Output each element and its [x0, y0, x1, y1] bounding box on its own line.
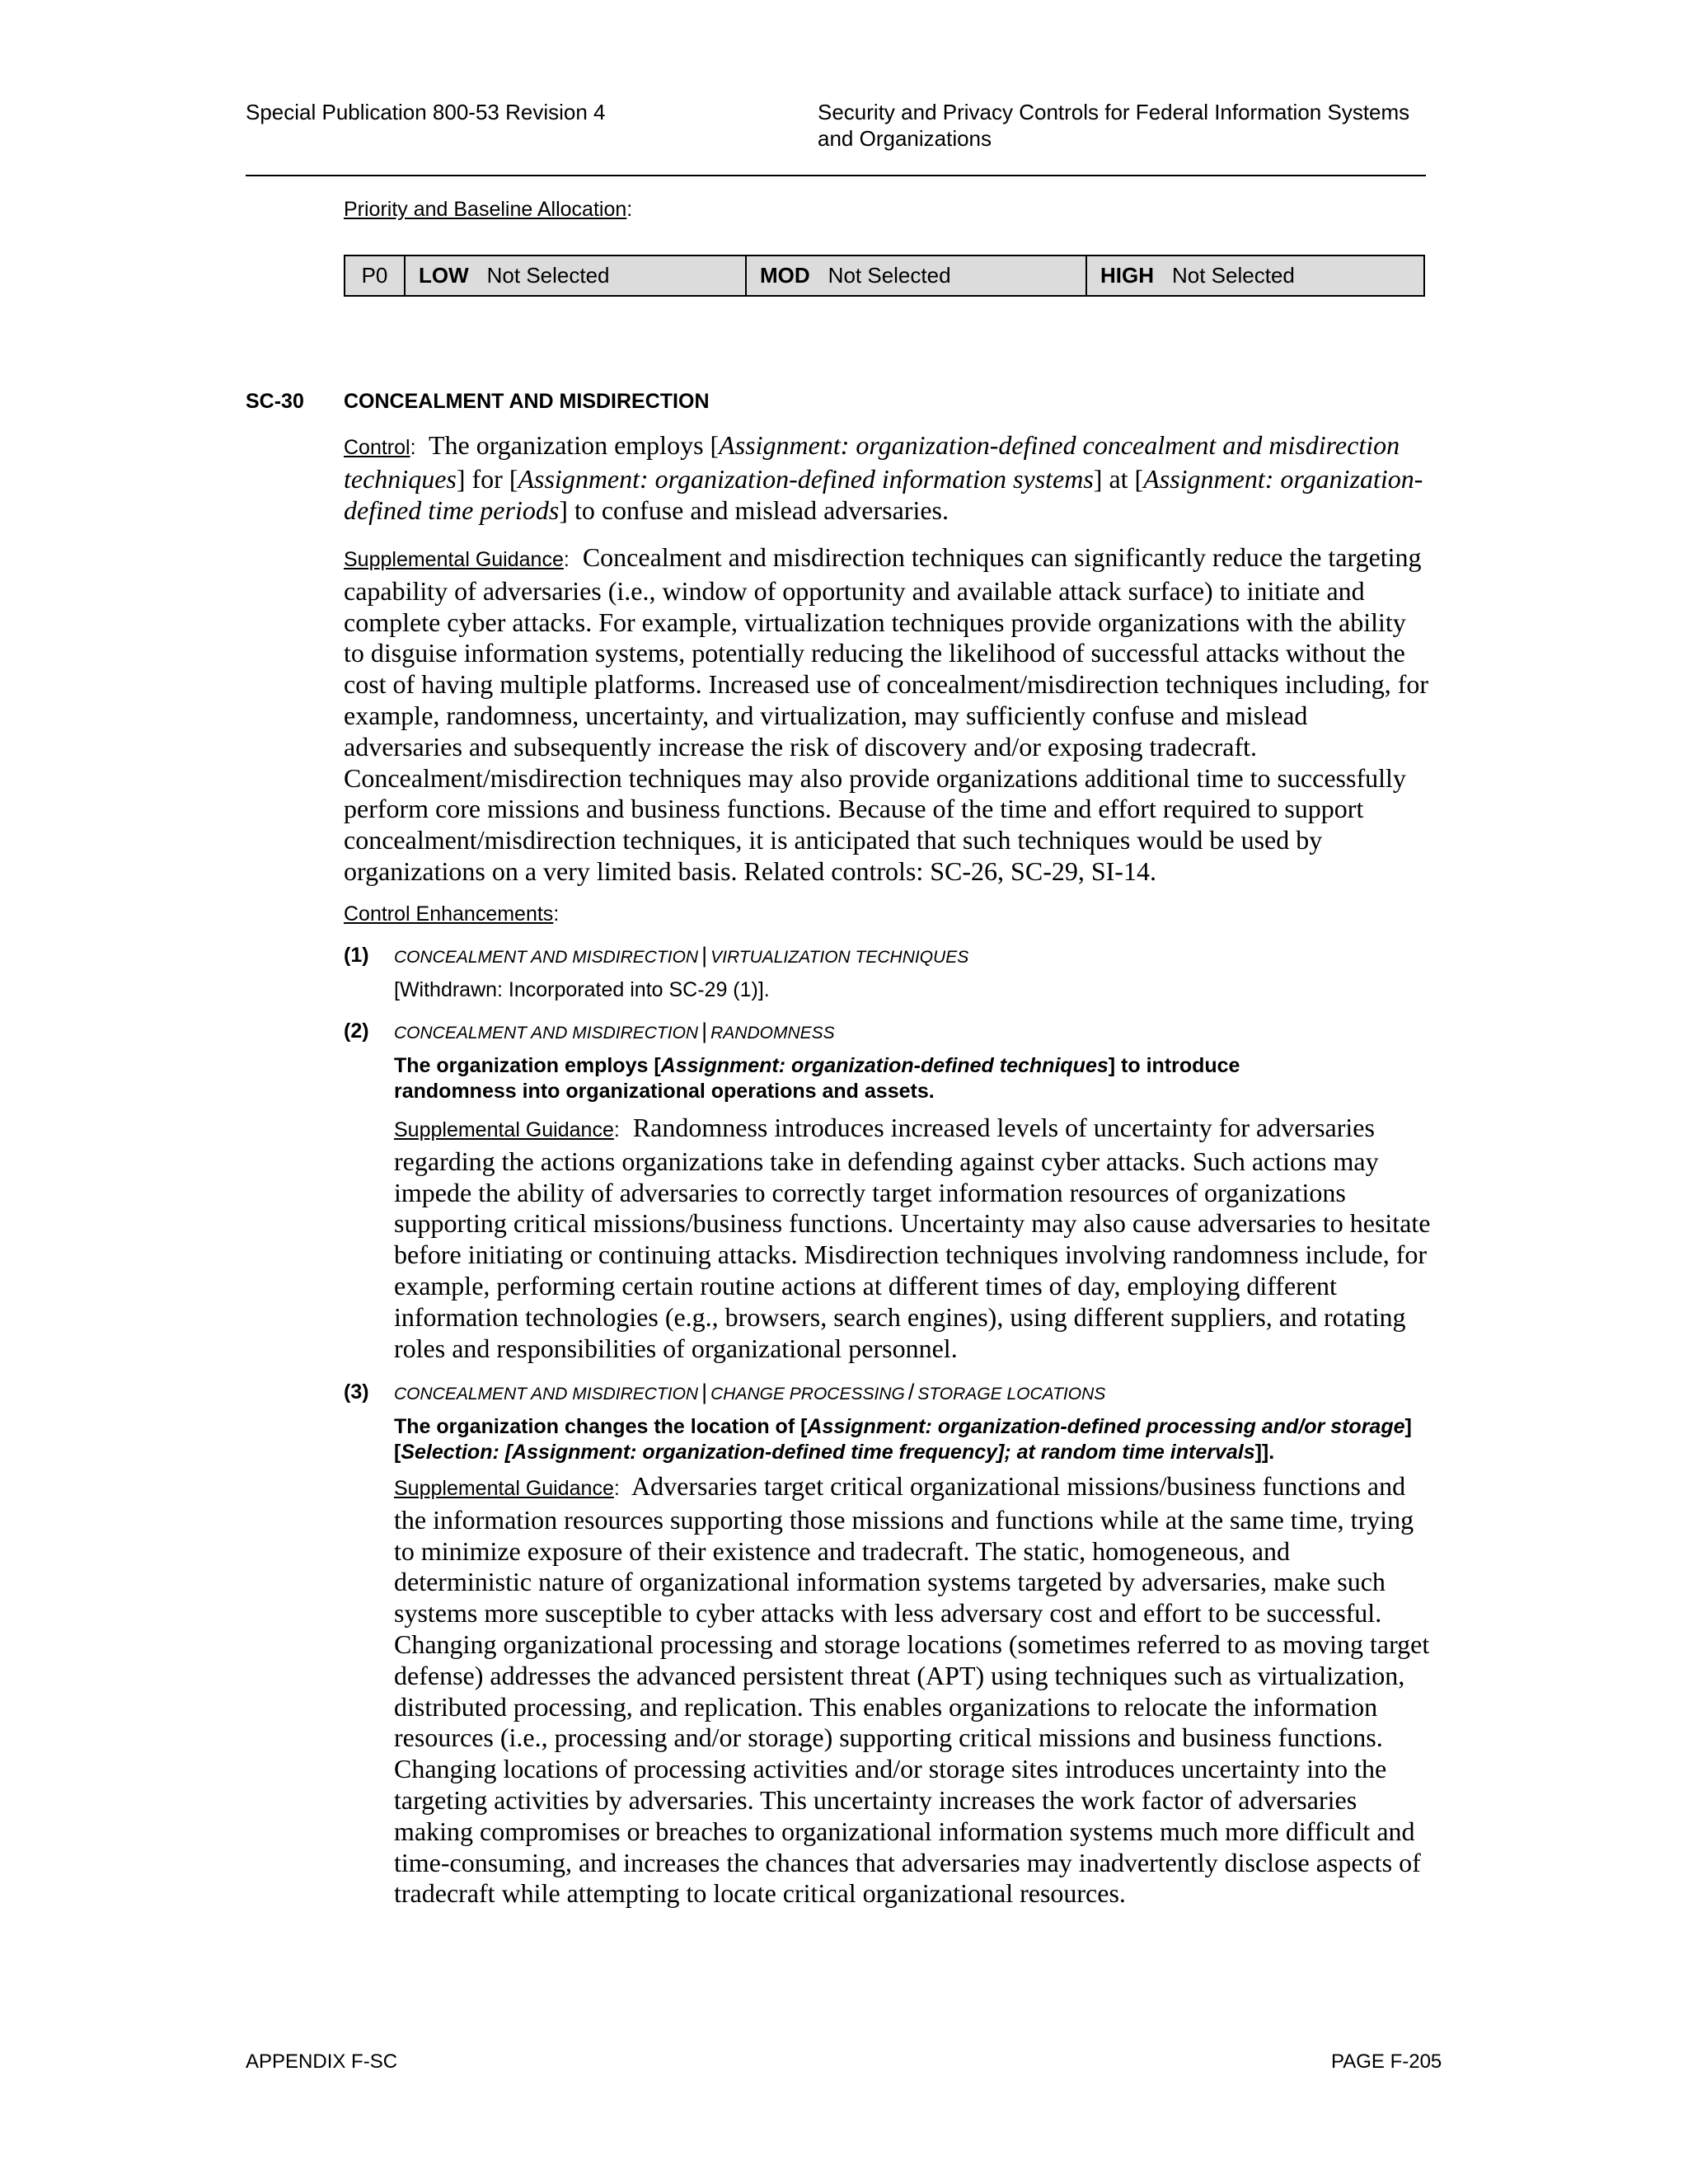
high-baseline-cell: HIGH Not Selected — [1100, 263, 1295, 288]
control-title: CONCEALMENT AND MISDIRECTION — [344, 390, 710, 413]
baseline-table — [344, 255, 1425, 297]
control-enhancements-label: Control Enhancements: — [344, 902, 560, 926]
enhancement-3-heading: CONCEALMENT AND MISDIRECTION | CHANGE PROCESSING / STORAGE LOCATIONS — [394, 1380, 1106, 1404]
control-id: SC-30 — [246, 390, 304, 413]
enhancement-2-statement: The organization employs [Assignment: organization-defined techniques] to introduce randomness into organizational operations and assets. — [394, 1054, 1240, 1103]
enhancement-2-heading: CONCEALMENT AND MISDIRECTION | RANDOMNESS — [394, 1019, 835, 1043]
priority-baseline-label: Priority and Baseline Allocation: — [344, 198, 633, 221]
header-publication: Special Publication 800-53 Revision 4 — [246, 100, 606, 124]
supplemental-guidance: Supplemental Guidance: Concealment and misdirection techniques can significantly reduce the targeting capability of adversaries (i.e., window of opportunity and available attack surface) to initiate and complete cyber attacks. For example, virtualization techniques provide organizations with the ability to disguise information systems, potentially reducing the likelihood of successful attacks without the cost of having multiple platforms. Increased use of concealment/misdirection techniques including, for example, randomness, uncertainty, and virtualization, may sufficiently confuse and mislead adversaries and subsequently increase the risk of discovery and/or exposing tradecraft. Concealment/misdirection techniques may also provide organizations additional time to successfully perform core missions and business functions. Because of the time and effort required to support concealment/misdirection techniques, it is anticipated that such techniques would be used by organizations on a very limited basis. Related controls: SC-26, SC-29, SI-14. — [344, 542, 1429, 886]
low-baseline-cell: LOW Not Selected — [406, 256, 747, 295]
enhancement-3-statement: The organization changes the location of [Assignment: organization-defined processing and/or storage] [Selection: [Assignment: organization-defined time frequency]; at random time intervals]]. — [394, 1415, 1412, 1464]
enhancement-1-heading: CONCEALMENT AND MISDIRECTION | VIRTUALIZATION TECHNIQUES — [394, 943, 969, 968]
header-title-line2: and Organizations — [818, 126, 992, 151]
header-title-line1: Security and Privacy Controls for Federal Information Systems — [818, 100, 1410, 124]
enhancement-2-number: (2) — [344, 1019, 369, 1043]
footer-page-number: PAGE F-205 — [1331, 2050, 1442, 2073]
footer-appendix: APPENDIX F-SC — [246, 2050, 398, 2073]
header-divider — [246, 175, 1426, 176]
enhancement-1-body: [Withdrawn: Incorporated into SC-29 (1)]. — [394, 978, 770, 1001]
control-statement: Control: The organization employs [Assignment: organization-defined concealment and misdirection techniques] for [Assignment: organization-defined information systems] at [Assignment: organization-defined time periods] to confuse and mislead adversaries. — [344, 430, 1423, 525]
enhancement-2-supplemental-guidance: Supplemental Guidance: Randomness introduces increased levels of uncertainty for adversaries regarding the actions organizations take in defending against cyber attacks. Such actions may impede the ability of adversaries to correctly target information resources of organizations supporting critical missions/business functions. Uncertainty may also cause adversaries to hesitate before initiating or continuing attacks. Misdirection techniques involving randomness include, for example, performing certain routine actions at different times of day, employing different information technologies (e.g., browsers, search engines), using different suppliers, and rotating roles and responsibilities of organizational personnel. — [394, 1113, 1431, 1363]
priority-cell: P0 — [345, 256, 406, 295]
enhancement-1-number: (1) — [344, 944, 369, 967]
enhancement-3-supplemental-guidance: Supplemental Guidance: Adversaries target critical organizational missions/business functions and the information resources supporting those missions and functions while at the same time, trying to minimize exposure of their existence and tradecraft. The static, homogeneous, and deterministic nature of organizational information systems targeted by adversaries, make such systems more susceptible to cyber attacks with less adversary cost and effort to be successful. Changing organizational processing and storage locations (sometimes referred to as moving target defense) addresses the advanced persistent threat (APT) using techniques such as virtualization, distributed processing, and replication. This enables organizations to relocate the information resources (i.e., processing and/or storage) supporting critical missions and business functions. Changing locations of processing activities and/or storage sites introduces uncertainty into the targeting activities by adversaries. This uncertainty increases the work factor of adversaries making compromises or breaches to organizational information systems much more difficult and time-consuming, and increases the chances that adversaries may inadvertently disclose aspects of tradecraft while attempting to locate critical organizational resources. — [394, 1471, 1430, 1909]
header-document-title — [818, 99, 1452, 152]
enhancement-3-number: (3) — [344, 1380, 369, 1404]
mod-baseline-cell: MOD Not Selected — [747, 256, 1087, 295]
